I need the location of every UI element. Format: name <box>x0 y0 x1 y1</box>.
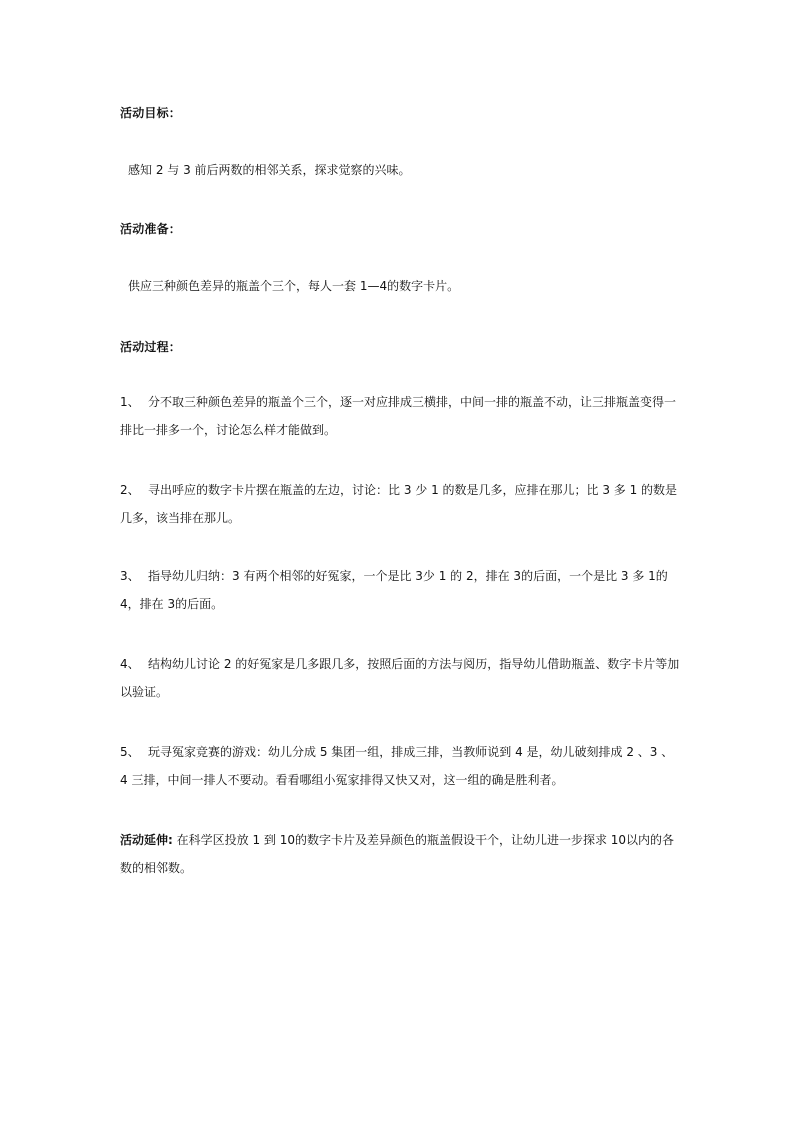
step-text: 分不取三种颜色差异的瓶盖个三个，逐一对应排成三横排，中间一排的瓶盖不动，让三排瓶盖变得一排比一排多一个，讨论怎么样才能做到。 <box>120 395 677 437</box>
prep-heading: 活动准备： <box>120 222 182 236</box>
step-5 <box>120 738 680 794</box>
step-number: 1、 <box>120 395 140 409</box>
extension-heading: 活动延伸: <box>120 833 173 847</box>
step-number: 4、 <box>120 657 140 671</box>
step-text: 结构幼儿讨论 2 的好冤家是几多跟几多，按照后面的方法与阅历，指导幼儿借助瓶盖、数字卡片等加以验证。 <box>120 657 680 699</box>
step-3 <box>120 562 680 618</box>
step-text: 玩寻冤家竞赛的游戏：幼儿分成 5 集团一组，排成三排，当教师说到 4 是，幼儿破刻排成 2 、3 、4 三排，中间一排人不要动。看看哪组小冤家排得又快又对，这一组的确是胜利者。 <box>120 745 674 787</box>
step-1 <box>120 388 680 444</box>
extension-paragraph <box>120 826 680 882</box>
step-text: 寻出呼应的数字卡片摆在瓶盖的左边，讨论：比 3 少 1 的数是几多，应排在那儿；比 3 多 1 的数是几多，该当排在那儿。 <box>120 483 678 525</box>
step-number: 2、 <box>120 483 140 497</box>
goal-text: 感知 2 与 3 前后两数的相邻关系，探求觉察的兴味。 <box>128 163 411 177</box>
prep-text: 供应三种颜色差异的瓶盖个三个，每人一套 1—4的数字卡片。 <box>128 279 460 293</box>
extension-text: 在科学区投放 1 到 10的数字卡片及差异颜色的瓶盖假设干个，让幼儿进一步探求 10以内的各数的相邻数。 <box>120 833 675 875</box>
process-heading: 活动过程： <box>120 340 182 354</box>
step-2 <box>120 476 680 532</box>
goal-heading: 活动目标： <box>120 106 182 120</box>
step-number: 3、 <box>120 569 140 583</box>
step-4 <box>120 650 680 706</box>
step-text: 指导幼儿归纳：3 有两个相邻的好冤家，一个是比 3少 1 的 2，排在 3的后面，一个是比 3 多 1的 4，排在 3的后面。 <box>120 569 668 611</box>
step-number: 5、 <box>120 745 140 759</box>
